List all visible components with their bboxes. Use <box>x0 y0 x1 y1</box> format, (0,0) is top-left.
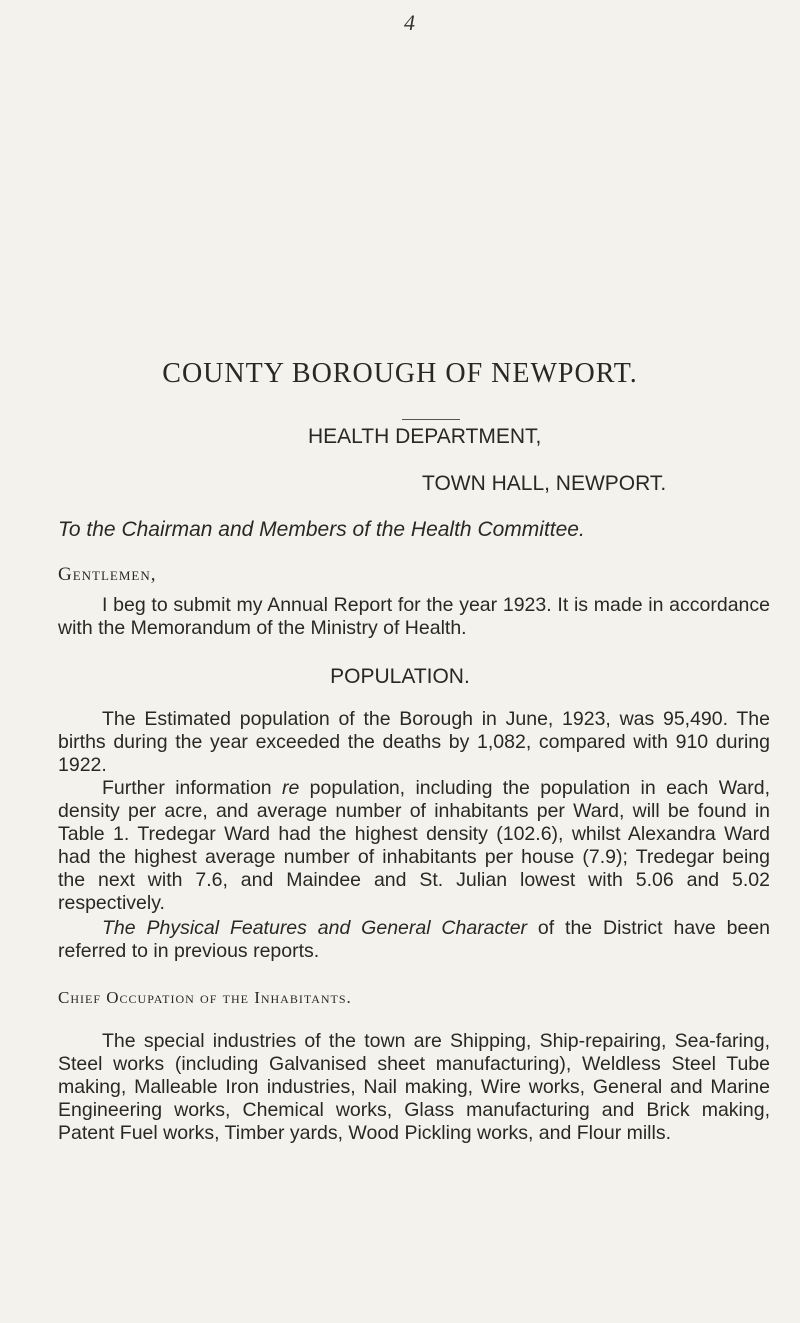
department-line: HEALTH DEPARTMENT, <box>308 425 542 448</box>
population-paragraph-2 <box>58 777 770 915</box>
addressee-line: To the Chairman and Members of the Health Committee. <box>58 518 585 541</box>
population-paragraph-2-start: Further information <box>102 777 282 799</box>
document-title: COUNTY BOROUGH OF NEWPORT. <box>162 358 638 389</box>
population-paragraph-1: The Estimated population of the Borough in June, 1923, was 95,490. The births during the year exceeded the deaths by 1,082, compared with 910 during 1922. <box>58 708 770 776</box>
physical-features-body: of the District have been referred to in previous reports. <box>58 917 771 962</box>
occupation-paragraph: The special industries of the town are Shipping, Ship-repairing, Sea-faring, Steel works (including Galvanised sheet manufacturing), Weldless Steel Tube making, Malleable Iron industries, Nail making, Wire works, General and Marine Engineering works, Chemical works, Glass manufacturing and Brick making, Patent Fuel works, Timber yards, Wood Pickling works, and Flour mills. <box>58 1030 770 1144</box>
re-emphasis: re <box>282 777 300 799</box>
address-line: TOWN HALL, NEWPORT. <box>422 472 667 495</box>
physical-features-paragraph <box>58 917 770 963</box>
population-paragraph-2-body: population, including the population in each Ward, density per acre, and average number of inhabitants per Ward, will be found in Table 1. Tredegar Ward had the highest density (102.6), whilst Alexandra Ward had the highest average number of inhabitants per house (7.9); Tredegar being the next with 7.6, and Maindee and St. Julian lowest with 5.06 and 5.02 respectively. <box>58 777 770 914</box>
intro-paragraph: I beg to submit my Annual Report for the year 1923. It is made in accordance with the Memorandum of the Ministry of Health. <box>58 594 770 639</box>
page-number: 4 <box>404 10 415 35</box>
physical-features-emphasis: The Physical Features and General Character <box>102 917 528 939</box>
occupation-heading: Chief Occupation of the Inhabitants. <box>58 988 352 1007</box>
title-divider <box>402 419 460 420</box>
salutation: Gentlemen, <box>58 564 157 585</box>
population-heading: POPULATION. <box>330 665 470 688</box>
